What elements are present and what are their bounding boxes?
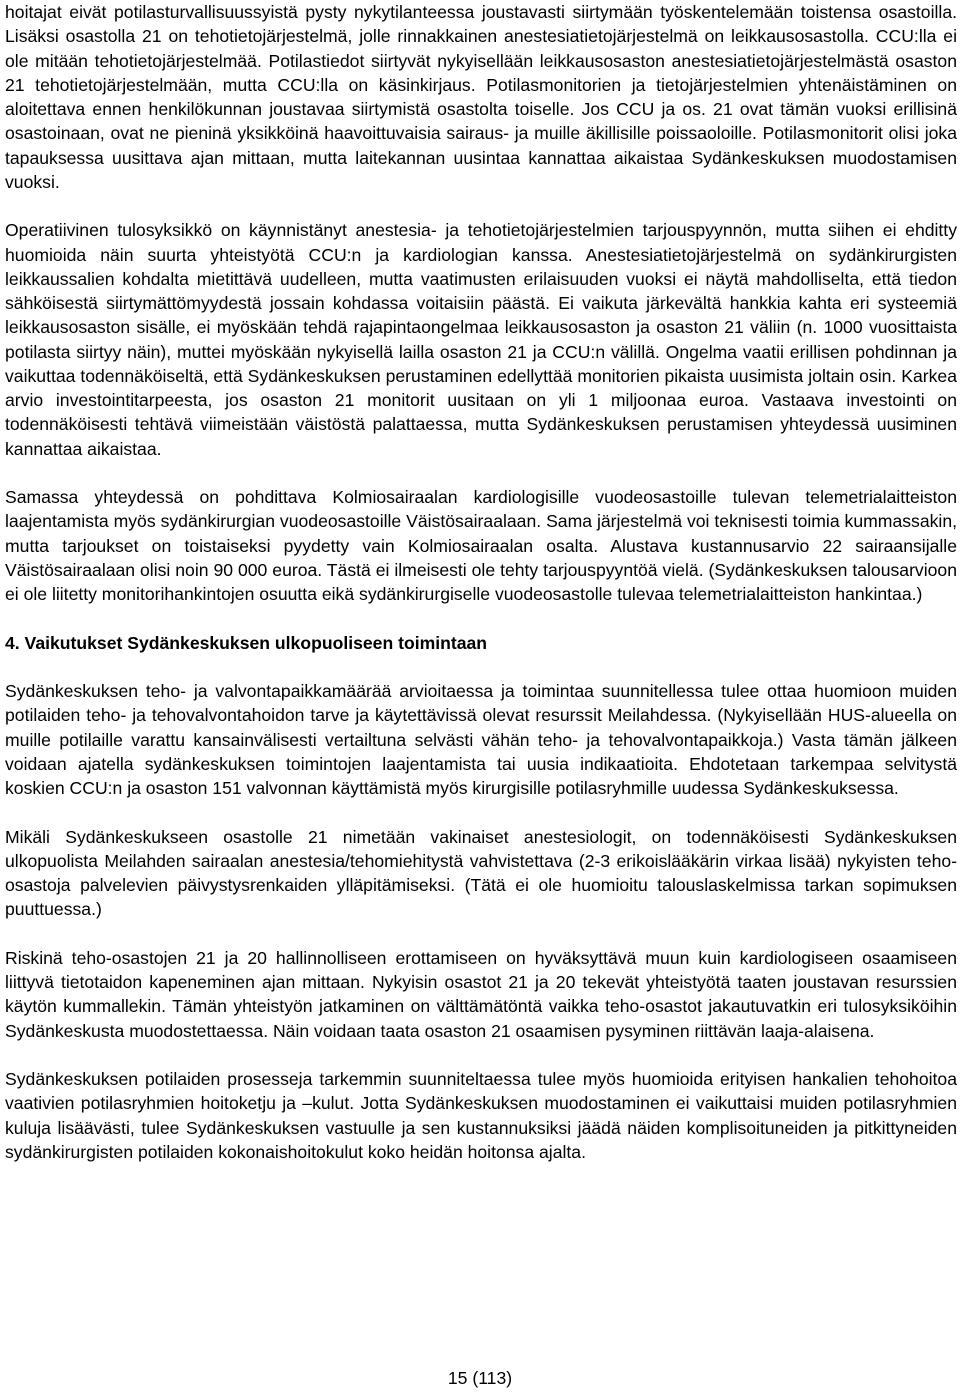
paragraph-spacer (5, 461, 957, 485)
paragraph-spacer (5, 1043, 957, 1067)
paragraph-spacer (5, 194, 957, 218)
paragraph-spacer (5, 922, 957, 946)
paragraph-spacer (5, 800, 957, 824)
paragraph-spacer (5, 655, 957, 679)
body-paragraph: Riskinä teho-osastojen 21 ja 20 hallinnolliseen erottamiseen on hyväksyttävä muun kuin kardiologiseen osaamiseen liittyvä tietotaidon kapeneminen ajan mittaan. Nykyisin osastot 21 ja 20 tekevät yhteistyötä taaten joustavan resurssien käytön kummallekin. Tämän yhteistyön jatkaminen on välttämätöntä vaikka teho-osastot jakautuvatkin eri tulosyksiköihin Sydänkeskusta muodostettaessa. Näin voidaan taata osaston 21 osaamisen pysyminen riittävän laaja-alaisena. (5, 947, 957, 1041)
section-heading: 4. Vaikutukset Sydänkeskuksen ulkopuoliseen toimintaan (5, 632, 488, 653)
body-paragraph: Sydänkeskuksen potilaiden prosesseja tarkemmin suunniteltaessa tulee myös huomioida erityisen hankalien tehohoitoa vaativien potilasryhmien hoitoketju ja –kulut. Jotta Sydänkeskuksen muodostaminen ei vaikuttaisi muiden potilasryhmien kuluja lisäävästi, tulee Sydänkeskuksen vastuulle ja sen kustannuksiksi jäädä näiden komplisoituneiden ja pitkittyneiden sydänkirurgisten potilaiden kokonaishoitokulut koko heidän hoitonsa ajalta. (5, 1069, 957, 1162)
body-paragraph: Samassa yhteydessä on pohdittava Kolmiosairaalan kardiologisille vuodeosastoille tulevan telemetrialaitteiston laajentamista myös sydänkirurgian vuodeosastoille Väistösairaalaan. Sama järjestelmä voi teknisesti toimia kummassakin, mutta tarjoukset on toistaiseksi pyydetty vain Kolmiosairaalan osalta. Alustava kustannusarvio 22 sairaansijalle Väistösairaalaan olisi noin 90 000 euroa. Tästä ei ilmeisesti ole tehty tarjouspyyntöä vielä. (Sydänkeskuksen talousarvioon ei ole liitetty monitorihankintojen osuutta eikä sydänkirurgiselle vuodeosastolle tulevaa telemetrialaitteiston hankintaa.) (5, 487, 957, 604)
paragraph-spacer (5, 606, 957, 630)
body-paragraph: Mikäli Sydänkeskukseen osastolle 21 nimetään vakinaiset anestesiologit, on todennäköisesti Sydänkeskuksen ulkopuolista Meilahden sairaalan anestesia/tehomiehitystä vahvistettava (2-3 erikoislääkärin virkaa lisää) nykyisten teho-osastoja palvelevien päivystysrenkaiden ylläpitämiseksi. (Tätä ei ole huomioitu talouslaskelmissa tarkan sopimuksen puuttuessa.) (5, 826, 957, 920)
document-page (5, 0, 957, 1392)
body-paragraph: Operatiivinen tulosyksikkö on käynnistänyt anestesia- ja tehotietojärjestelmien tarjouspyynnön, mutta siihen ei ehditty huomioida näin suurta yhteistyötä CCU:n ja kardiologian kanssa. Anestesiatietojärjestelmä on sydänkirurgisten leikkaussalien kohdalta mietittävä uudelleen, mutta vaatimusten erilaisuuden vuoksi ei näytä mahdolliselta, että tiedon sähköisestä siirtymättömyydestä jossain kohdassa voitaisiin päästä. Ei vaikuta järkevältä hankkia kahta eri systeemiä leikkausosaston sisälle, ei myöskään tehdä rajapintaongelmaa leikkausosaston ja osaston 21 väliin (n. 1000 vuosittaista potilasta siirtyy näin), muttei myöskään nykyisellä lailla osaston 21 ja CCU:n välillä. Ongelma vaatii erillisen pohdinnan ja vaikuttaa todennäköiseltä, että Sydänkeskuksen perustaminen edellyttää monitorien pikaista uusimista joltain osin. Karkea arvio investointitarpeesta, jos osaston 21 monitorit uusitaan on yli 1 miljoonaa euroa. Vastaava investointi on todennäköisesti tehtävä viimeistään väistöstä palattaessa, mutta Sydänkeskuksen perustamisen yhteydessä uusiminen kannattaa aikaistaa. (5, 220, 957, 459)
body-paragraph: Sydänkeskuksen teho- ja valvontapaikkamäärää arvioitaessa ja toimintaa suunnitellessa tulee ottaa huomioon muiden potilaiden teho- ja tehovalvontahoidon tarve ja käytettävissä olevat resurssit Meilahdessa. (Nykyisellään HUS-alueella on muille potilaille varattu kansainvälisesti vertailtuna selvästi vähän teho- ja tehovalvontapaikkoja.) Vasta tämän jälkeen voidaan ajatella sydänkeskuksen toimintojen laajentamista tai uusia indikaatioita. Ehdotetaan tarkempaa selvitystä koskien CCU:n ja osaston 151 valvonnan käyttämistä myös kirurgisille potilasryhmille uudessa Sydänkeskuksessa. (5, 681, 957, 798)
body-paragraph: hoitajat eivät potilasturvallisuussyistä pysty nykytilanteessa joustavasti siirtymään työskentelemään toistensa osastoilla. Lisäksi osastolla 21 on tehotietojärjestelmä, jolle rinnakkainen anestesiatietojärjestelmä on leikkausosastolla. CCU:lla ei ole mitään tehotietojärjestelmää. Potilastiedot siirtyvät nykyisellään leikkausosaston anestesiatietojärjestelmästä osaston 21 tehotietojärjestelmään, mutta CCU:lla on käsinkirjaus. Potilasmonitorien ja tietojärjestelmien yhtenäistäminen on aloitettava ennen henkilökunnan joustavaa siirtymistä osastolta toiselle. Jos CCU ja os. 21 ovat tämän vuoksi erillisinä osastoinaan, ovat ne pieninä yksikköinä haavoittuvaisia sairaus- ja muille äkillisille poissaoloille. Potilasmonitorit olisi joka tapauksessa uusittava ajan mittaan, mutta laitekannan uusintaa kannattaa aikaistaa Sydänkeskuksen muodostamisen vuoksi. (5, 2, 957, 192)
page-number: 15 (113) (447, 1368, 513, 1388)
